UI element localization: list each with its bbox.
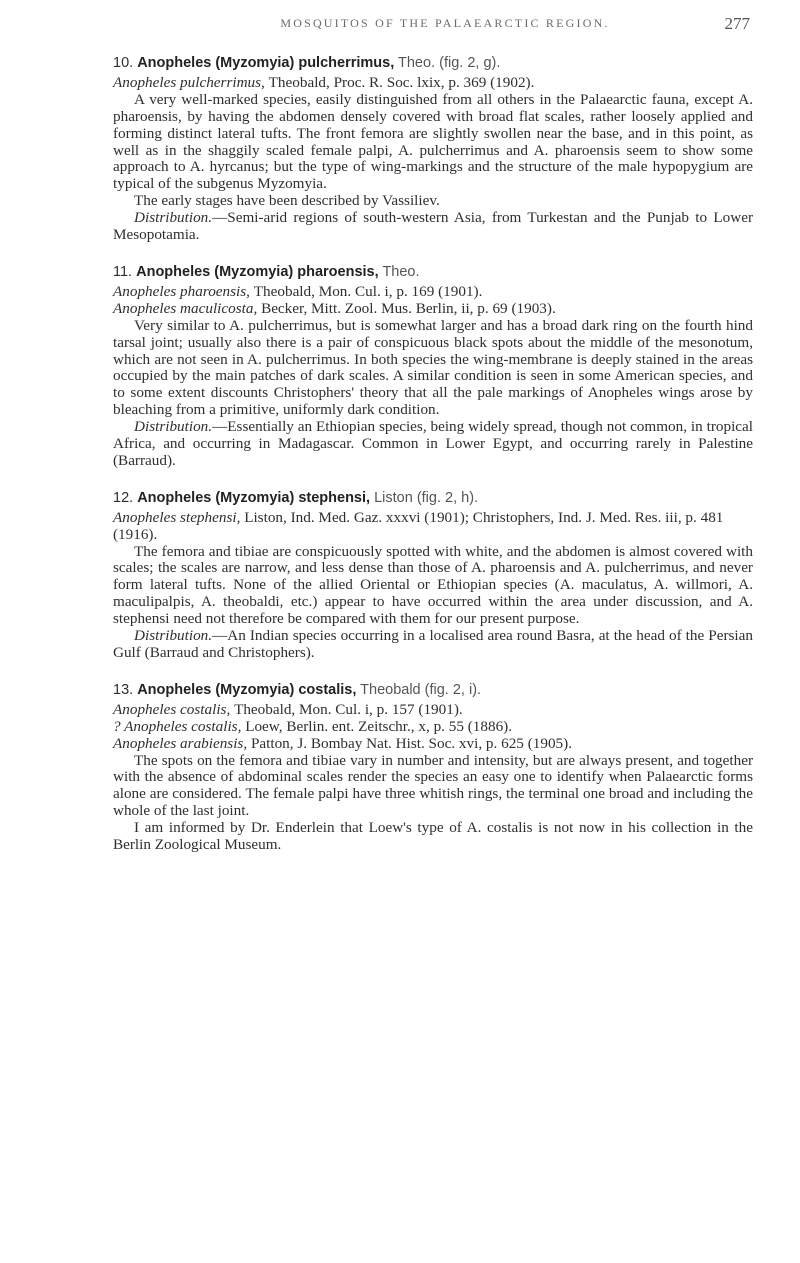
distribution-paragraph [113,210,753,244]
synonym-reference: Theobald, Proc. R. Soc. lxix, p. 369 (1902). [268,73,535,91]
distribution-label: Distribution. [134,418,213,436]
page-header [60,16,750,46]
distribution-text: —Semi-arid regions of south-western Asia, from Turkestan and the Punjab to Lower Mesopotamia. [113,209,753,244]
distribution-paragraph [113,419,753,470]
synonym-line [113,510,753,544]
synonym-line [113,75,753,92]
distribution-paragraph [113,628,753,662]
synonym-name: Anopheles pulcherrimus, [113,73,265,91]
synonym-name: Anopheles stephensi, [113,508,241,526]
species-number: 13. [113,681,134,698]
species-name: Anopheles (Myzomyia) pulcherrimus, [137,55,395,71]
synonym-name: Anopheles maculicosta, [113,299,258,317]
distribution-text: —Essentially an Ethiopian species, being widely spread, though not common, in tropical Africa, and occurring in Madagascar. Common in Lower Egypt, and occurring rarely in Palestine (Barraud). [113,418,753,469]
synonym-reference: Patton, J. Bombay Nat. Hist. Soc. xvi, p. 625 (1905). [250,734,572,752]
synonym-name: Anopheles pharoensis, [113,282,250,300]
species-entry-pharoensis [113,264,753,470]
description-paragraph: The spots on the femora and tibiae vary in number and intensity, but are always present, and together with the absence of abdominal scales render the species an easy one to identify when Palaearctic forms alone are considered. The female palpi have three whitish rings, the terminal one broad and including the whole of the last joint. [113,751,753,820]
synonym-reference: Becker, Mitt. Zool. Mus. Berlin, ii, p. 69 (1903). [261,299,556,317]
description-paragraph: The early stages have been described by Vassiliev. [134,192,440,210]
synonym-name: Anopheles costalis, [113,700,231,718]
species-entry-stephensi [113,490,753,662]
synonym-name: Anopheles arabiensis, [113,734,248,752]
species-number: 12. [113,489,134,506]
distribution-label: Distribution. [134,627,213,645]
species-authority: Theobald (fig. 2, i). [360,681,482,698]
species-number: 10. [113,55,134,71]
synonym-line [113,284,753,301]
description-paragraph: Very similar to A. pulcherrimus, but is somewhat larger and has a broad dark ring on the fourth hind tarsal joint; usually also there is a pair of conspicuous black spots about the middle of the mesonotum, which are not seen in A. pulcherrimus. In both species the wing-membrane is deeply stained in the areas occupied by the main patches of dark scales. A similar condition is seen in some American species, and to some extent discounts Christophers' theory that all the pale markings of Anopheles wings arose by bleaching from a primitive, uniformly dark condition. [113,316,753,419]
species-name: Anopheles (Myzomyia) stephensi, [137,489,371,506]
description-paragraph: A very well-marked species, easily distinguished from all others in the Palaearctic fauna, except A. pharoensis, by having the abdomen densely covered with broad flat scales, rather loosely applied and forming distinct lateral tufts. The front femora are slightly swollen near the base, and in this point, as well as in the shaggily scaled female palpi, A. pulcherrimus and A. pharoensis seem to show some approach to A. hyrcanus; but the type of wing-markings and the structure of the male hypopygium are typical of the subgenus Myzomyia. [113,90,753,193]
species-number: 11. [113,263,133,280]
distribution-label: Distribution. [134,209,213,227]
description-paragraph: I am informed by Dr. Enderlein that Loew's type of A. costalis is not now in his collection in the Berlin Zoological Museum. [113,819,753,854]
synonym-line [113,736,753,753]
synonym-line [113,301,753,318]
description-paragraph: The femora and tibiae are conspicuously spotted with white, and the abdomen is almost covered with scales; the scales are narrow, and less dense than those of A. pharoensis and A. pulcherrimus, and never form lateral tufts. None of the allied Oriental or Ethiopian species (A. maculatus, A. willmori, A. maculipalpis, A. theobaldi, etc.) appear to have occurred within the area under discussion, and A. stephensi need not therefore be compared with them for our present purpose. [113,542,753,628]
distribution-text: —An Indian species occurring in a localised area round Basra, at the head of the Persian Gulf (Barraud and Christophers). [113,627,753,661]
running-head: MOSQUITOS OF THE PALAEARCTIC REGION. [280,16,610,30]
species-heading [113,55,753,72]
synonym-line [113,702,753,719]
species-heading [113,682,753,699]
synonym-line [113,719,753,736]
synonym-reference: Liston, Ind. Med. Gaz. xxxvi (1901); Christophers, Ind. J. Med. Res. iii, p. 481 (1916). [113,508,724,543]
page-body [113,55,753,874]
species-name: Anopheles (Myzomyia) costalis, [137,681,357,698]
synonym-reference: Theobald, Mon. Cul. i, p. 169 (1901). [253,282,483,300]
species-authority: Liston (fig. 2, h). [374,489,479,506]
species-name: Anopheles (Myzomyia) pharoensis, [136,263,379,280]
synonym-name: ? Anopheles costalis, [113,717,242,735]
species-heading [113,490,753,507]
species-authority: Theo. (fig. 2, g). [398,55,501,71]
species-heading [113,264,753,281]
page-number: 277 [724,14,750,33]
synonym-reference: Loew, Berlin. ent. Zeitschr., x, p. 55 (1886). [245,717,513,735]
species-entry-pulcherrimus [113,55,753,244]
synonym-reference: Theobald, Mon. Cul. i, p. 157 (1901). [234,700,463,718]
species-authority: Theo. [382,263,420,280]
species-entry-costalis [113,682,753,854]
